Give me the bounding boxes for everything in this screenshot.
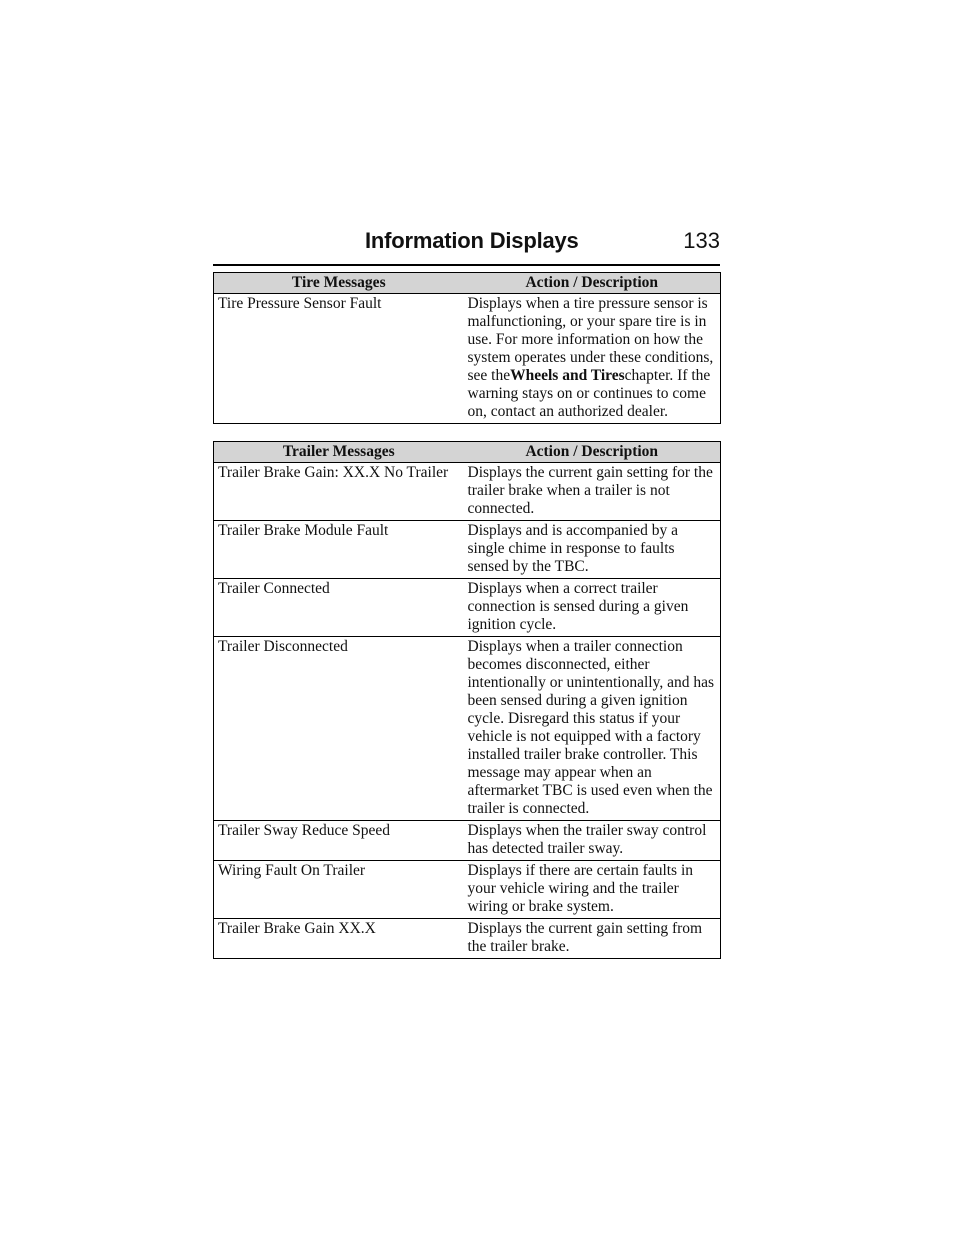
description-cell: Displays when a trailer connection becomes disconnected, either intentionally or unintentionally, and has been sensed during a given ignition cycle. Disregard this status if your vehicle is not equipped with a factory installed trailer brake controller. This message may appear when an aftermarket TBC is used even when the trailer is connected. <box>464 637 721 821</box>
message-cell: Trailer Brake Gain: XX.X No Trailer <box>214 463 464 521</box>
description-text: Displays when a tire pressure sensor is malfunctioning, or your spare tire is in use. For more information on how the system operates under these conditions, see the <box>467 295 714 384</box>
table-row <box>214 821 721 861</box>
table-row <box>214 521 721 579</box>
table-header-row <box>214 273 721 294</box>
page-title: Information Displays <box>365 228 579 253</box>
message-cell: Trailer Connected <box>214 579 464 637</box>
message-cell: Wiring Fault On Trailer <box>214 861 464 919</box>
page-number: 133 <box>683 228 720 253</box>
tire-messages-table <box>213 272 721 424</box>
description-cell: Displays when a correct trailer connection is sensed during a given ignition cycle. <box>464 579 721 637</box>
description-cell: Displays when the trailer sway control has detected trailer sway. <box>464 821 721 861</box>
description-text: chapter. If the warning stays on or continues to come on, contact an authorized dealer. <box>467 367 711 420</box>
message-cell: Trailer Brake Gain XX.X <box>214 919 464 959</box>
table-row <box>214 294 721 424</box>
table-row <box>214 637 721 821</box>
chapter-reference: Wheels and Tires <box>510 367 625 384</box>
trailer-messages-table <box>213 441 721 959</box>
table-row <box>214 919 721 959</box>
description-cell: Displays the current gain setting for the trailer brake when a trailer is not connected. <box>464 463 721 521</box>
table-header-row <box>214 442 721 463</box>
table-row <box>214 463 721 521</box>
column-header-trailer-messages: Trailer Messages <box>214 442 464 463</box>
description-cell: Displays the current gain setting from the trailer brake. <box>464 919 721 959</box>
description-cell <box>464 294 721 424</box>
table-row <box>214 861 721 919</box>
description-cell: Displays if there are certain faults in your vehicle wiring and the trailer wiring or brake system. <box>464 861 721 919</box>
page-header <box>213 228 720 266</box>
message-cell: Trailer Brake Module Fault <box>214 521 464 579</box>
table-row <box>214 579 721 637</box>
description-cell: Displays and is accompanied by a single chime in response to faults sensed by the TBC. <box>464 521 721 579</box>
column-header-tire-messages: Tire Messages <box>214 273 464 294</box>
message-cell: Trailer Disconnected <box>214 637 464 821</box>
message-cell: Tire Pressure Sensor Fault <box>214 294 464 424</box>
column-header-action-description: Action / Description <box>464 273 721 294</box>
message-cell: Trailer Sway Reduce Speed <box>214 821 464 861</box>
column-header-action-description: Action / Description <box>464 442 721 463</box>
